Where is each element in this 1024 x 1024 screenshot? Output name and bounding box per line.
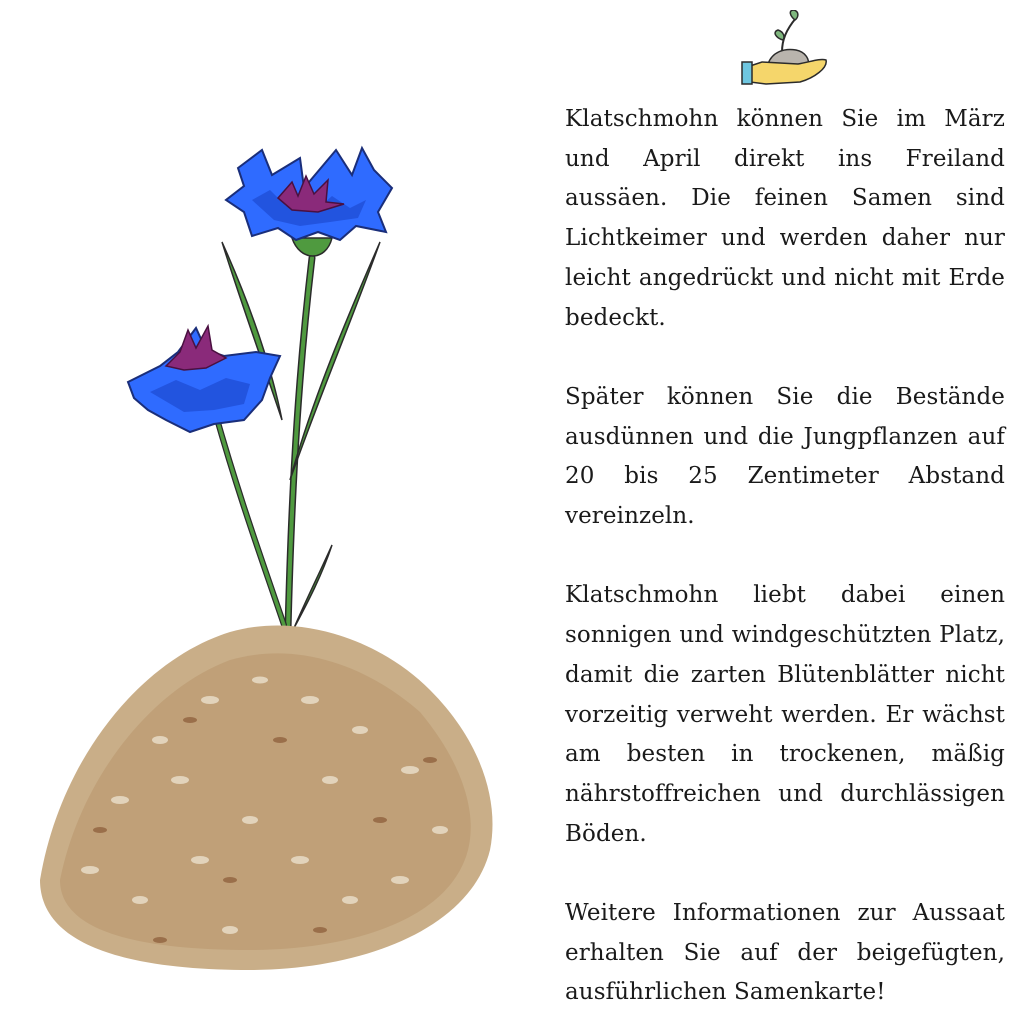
paragraph-more-info: Weitere Informationen zur Aussaat erhalten Sie auf der beigefügten, ausführlichen Samenkarte!: [565, 900, 1005, 1006]
upper-cornflower: [226, 148, 392, 256]
leaves: [222, 242, 380, 628]
paragraph-thinning: Später können Sie die Bestände ausdünnen und die Jungpflanzen auf 20 bis 25 Zentimeter Abstand vereinzeln.: [565, 383, 1005, 530]
stems: [215, 258, 312, 630]
hand-with-seedling-icon: [738, 10, 830, 90]
paragraph-location-soil: Klatschmohn liebt dabei einen sonnigen und windgeschützten Platz, damit die zarten Blütenblätter nicht vorzeitig verweht werden. Er wächst am besten in trockenen, mäßig nährstoffreichen und durchlässigen Böden.: [565, 582, 1005, 847]
paragraph-sowing-time: Klatschmohn können Sie im März und April direkt ins Freiland aussäen. Die feinen Samen sind Lichtkeimer und werden daher nur leicht angedrückt und nicht mit Erde bedeckt.: [565, 106, 1005, 331]
sowing-instructions: [565, 100, 1005, 1013]
seed-pile: [40, 625, 493, 970]
